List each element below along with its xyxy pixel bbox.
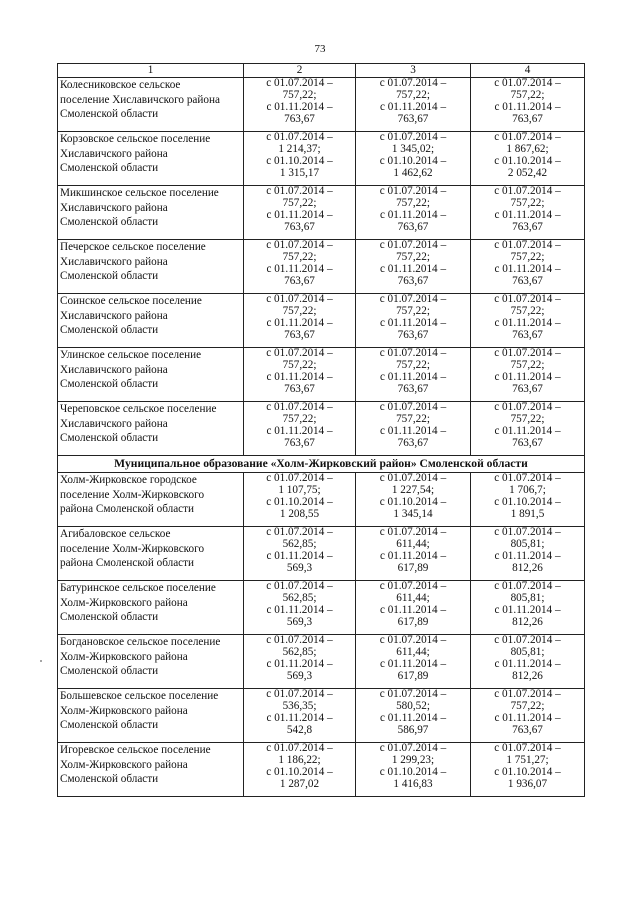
tariff-line: 763,67 (284, 112, 315, 125)
tariff-line: 611,44; (396, 591, 430, 604)
tariff-line: с 01.10.2014 – (494, 495, 561, 508)
tariff-line: с 01.07.2014 – (266, 347, 333, 359)
tariff-line: с 01.11.2014 – (266, 657, 333, 670)
tariff-line: с 01.07.2014 – (379, 401, 447, 413)
tariff-cell-col-2 (244, 635, 356, 689)
tariff-line: 763,67 (512, 112, 543, 125)
table-row (58, 348, 585, 402)
table-row (58, 527, 585, 581)
tariff-line: с 01.07.2014 – (266, 580, 333, 592)
header-row (58, 64, 585, 78)
tariff-line: 757,22; (396, 88, 430, 101)
tariff-line: с 01.11.2014 – (494, 316, 561, 329)
table-body (58, 78, 585, 797)
tariff-line: 617,89 (397, 669, 429, 682)
settlement-name-line: Батуринское сельское поселение (60, 582, 216, 594)
tariff-cell-col-4 (471, 294, 585, 348)
settlement-name-line: Микшинское сельское поселение (60, 187, 219, 199)
tariff-line: с 01.07.2014 – (266, 634, 333, 646)
tariff-line: с 01.07.2014 – (266, 526, 333, 538)
tariff-cell-col-4 (471, 78, 585, 132)
settlement-name-cell (58, 402, 244, 456)
tariff-cell-col-2 (244, 689, 356, 743)
tariff-line: с 01.07.2014 – (266, 401, 333, 413)
settlement-name-cell (58, 186, 244, 240)
tariff-line: 805,81; (510, 591, 545, 604)
tariff-line: с 01.07.2014 – (494, 185, 561, 197)
section-row (58, 456, 585, 473)
tariff-line: с 01.10.2014 – (379, 495, 447, 508)
tariff-line: 1 345,02; (391, 142, 435, 155)
settlement-name-line: Смоленской области (60, 216, 159, 229)
settlement-name-line: Улинское сельское поселение (60, 349, 202, 361)
tariff-line: 2 052,42 (507, 166, 548, 179)
tariff-line: с 01.07.2014 – (379, 347, 447, 359)
settlement-name-cell (58, 689, 244, 743)
tariff-cell-col-2 (244, 294, 356, 348)
tariff-line: 763,67 (397, 328, 429, 341)
tariff-line: с 01.11.2014 – (379, 711, 447, 724)
tariff-line: 757,22; (510, 699, 545, 712)
settlement-name-line: Холм-Жирковского района (60, 758, 188, 771)
settlement-name-line: поселение Холм-Жирковского (60, 542, 205, 555)
tariff-line: с 01.07.2014 – (379, 580, 447, 592)
tariff-cell-col-3 (356, 294, 471, 348)
tariff-line: 757,22; (396, 304, 430, 317)
settlement-name-line: Смоленской области (60, 162, 159, 175)
tariff-line: с 01.07.2014 – (494, 131, 561, 143)
tariff-cell-col-4 (471, 689, 585, 743)
settlement-name-line: Корзовское сельское поселение (60, 133, 211, 145)
tariff-line: 763,67 (284, 382, 315, 395)
settlement-name-cell (58, 635, 244, 689)
tariff-cell-col-4 (471, 527, 585, 581)
tariff-line: 757,22; (396, 250, 430, 263)
tariff-line: 1 186,22; (278, 753, 321, 766)
tariff-cell-col-3 (356, 240, 471, 294)
tariff-line: 757,22; (510, 250, 545, 263)
tariff-line: с 01.10.2014 – (266, 765, 333, 778)
table-header (58, 64, 585, 78)
settlement-name-cell (58, 527, 244, 581)
tariff-line: с 01.11.2014 – (266, 262, 333, 275)
tariff-cell-col-2 (244, 527, 356, 581)
tariff-line: с 01.11.2014 – (266, 549, 333, 562)
tariff-line: с 01.07.2014 – (494, 742, 561, 754)
tariff-line: с 01.10.2014 – (266, 495, 333, 508)
tariff-line: 757,22; (510, 304, 545, 317)
tariff-line: 1 107,75; (278, 483, 321, 496)
table-row (58, 402, 585, 456)
tariff-cell-col-3 (356, 473, 471, 527)
tariff-line: 757,22; (510, 412, 545, 425)
tariff-cell-col-4 (471, 132, 585, 186)
tariff-line: с 01.07.2014 – (494, 580, 561, 592)
tariff-line: с 01.07.2014 – (494, 526, 561, 538)
tariff-line: 763,67 (397, 382, 429, 395)
tariff-line: с 01.10.2014 – (494, 765, 561, 778)
tariff-line: с 01.11.2014 – (266, 424, 333, 437)
tariff-line: 1 315,17 (279, 166, 320, 179)
tariff-line: с 01.11.2014 – (379, 657, 447, 670)
tariff-line: 617,89 (397, 561, 429, 574)
settlement-name-line: Хиславичского района (60, 417, 168, 430)
settlement-name-line: Смоленской области (60, 324, 159, 337)
tariff-cell-col-3 (356, 348, 471, 402)
table-row (58, 581, 585, 635)
tariff-line: 1 706,7; (509, 483, 546, 496)
tariff-line: 1 416,83 (393, 777, 433, 790)
tariff-line: с 01.07.2014 – (379, 239, 447, 251)
tariff-cell-col-4 (471, 186, 585, 240)
settlement-name-cell (58, 473, 244, 527)
tariff-line: 569,3 (286, 669, 313, 682)
settlement-name-line: Агибаловское сельское (60, 528, 171, 540)
table-row (58, 78, 585, 132)
settlement-name-cell (58, 294, 244, 348)
tariff-line: 763,67 (397, 274, 429, 287)
table-row (58, 294, 585, 348)
settlement-name-cell (58, 743, 244, 797)
tariff-cell-col-4 (471, 240, 585, 294)
tariff-cell-col-4 (471, 635, 585, 689)
tariff-line: 757,22; (396, 412, 430, 425)
tariff-line: с 01.07.2014 – (379, 742, 447, 754)
tariff-line: 757,22; (510, 196, 545, 209)
tariff-line: с 01.11.2014 – (494, 370, 561, 383)
scan-speck (40, 660, 42, 662)
tariff-line: с 01.07.2014 – (266, 131, 333, 143)
tariff-line: 763,67 (284, 220, 315, 233)
tariff-line: 1 299,23; (391, 753, 435, 766)
tariff-line: 542,8 (286, 723, 313, 736)
tariff-line: 1 462,62 (393, 166, 433, 179)
settlement-name-line: Холм-Жирковского района (60, 704, 188, 717)
tariff-line: 757,22; (282, 196, 317, 209)
tariff-line: 763,67 (512, 723, 543, 736)
tariff-line: с 01.11.2014 – (266, 370, 333, 383)
tariff-cell-col-3 (356, 186, 471, 240)
tariff-cell-col-4 (471, 473, 585, 527)
tariff-line: с 01.11.2014 – (266, 100, 333, 113)
tariff-line: с 01.10.2014 – (379, 765, 447, 778)
tariff-line: 611,44; (396, 537, 430, 550)
tariff-line: с 01.07.2014 – (266, 185, 333, 197)
tariff-line: 805,81; (510, 645, 545, 658)
tariff-cell-col-3 (356, 689, 471, 743)
settlement-name-line: района Смоленской области (60, 557, 195, 570)
tariff-line: 611,44; (396, 645, 430, 658)
settlement-name-line: Богдановское сельское поселение (60, 636, 221, 648)
tariff-line: 757,22; (510, 88, 545, 101)
settlement-name-line: Смоленской области (60, 432, 159, 445)
tariff-cell-col-4 (471, 402, 585, 456)
tariff-line: с 01.07.2014 – (266, 472, 333, 484)
tariff-line: 763,67 (284, 274, 315, 287)
tariff-line: 763,67 (397, 436, 429, 449)
tariff-cell-col-3 (356, 581, 471, 635)
tariff-line: с 01.11.2014 – (494, 100, 561, 113)
tariff-line: с 01.07.2014 – (379, 185, 447, 197)
tariff-line: с 01.07.2014 – (379, 526, 447, 538)
tariff-line: с 01.11.2014 – (379, 316, 447, 329)
tariff-line: 562,85; (282, 645, 317, 658)
tariff-line: 536,35; (282, 699, 317, 712)
tariff-line: 617,89 (397, 615, 429, 628)
tariff-line: с 01.07.2014 – (266, 239, 333, 251)
tariff-line: 757,22; (396, 358, 430, 371)
tariff-cell-col-2 (244, 186, 356, 240)
table-row (58, 186, 585, 240)
tariff-line: с 01.11.2014 – (266, 711, 333, 724)
settlement-name-line: поселение Хиславичского района (60, 93, 220, 106)
table-row (58, 132, 585, 186)
settlement-name-line: Смоленской области (60, 611, 159, 624)
table-row (58, 743, 585, 797)
tariff-cell-col-2 (244, 743, 356, 797)
tariff-line: 763,67 (284, 328, 315, 341)
settlement-name-line: Холм-Жирковского района (60, 650, 188, 663)
column-header-3: 3 (356, 64, 471, 78)
settlement-name-cell (58, 132, 244, 186)
tariff-line: с 01.07.2014 – (379, 77, 447, 89)
tariff-line: 1 891,5 (510, 507, 545, 520)
tariff-line: с 01.07.2014 – (494, 401, 561, 413)
tariff-line: с 01.07.2014 – (379, 688, 447, 700)
tariff-line: 1 345,14 (393, 507, 433, 520)
tariff-line: с 01.07.2014 – (266, 742, 333, 754)
tariff-cell-col-4 (471, 581, 585, 635)
tariff-line: 763,67 (512, 328, 543, 341)
tariff-cell-col-3 (356, 743, 471, 797)
tariff-line: 763,67 (397, 112, 429, 125)
tariff-line: с 01.11.2014 – (379, 549, 447, 562)
settlement-name-line: поселение Холм-Жирковского (60, 488, 205, 501)
tariff-line: 763,67 (512, 220, 543, 233)
settlement-name-line: Печерское сельское поселение (60, 241, 206, 253)
tariff-line: с 01.10.2014 – (494, 154, 561, 167)
tariff-cell-col-3 (356, 527, 471, 581)
tariff-line: с 01.11.2014 – (379, 100, 447, 113)
page-number: 73 (314, 43, 326, 55)
tariff-line: 757,22; (282, 88, 317, 101)
tariff-line: с 01.11.2014 – (266, 603, 333, 616)
tariff-line: 1 208,55 (279, 507, 320, 520)
tariff-cell-col-2 (244, 473, 356, 527)
tariff-line: 1 751,27; (506, 753, 549, 766)
tariff-line: с 01.11.2014 – (379, 208, 447, 221)
tariff-line: 757,22; (282, 412, 317, 425)
tariff-cell-col-2 (244, 581, 356, 635)
tariff-cell-col-4 (471, 743, 585, 797)
tariff-line: 812,26 (512, 615, 543, 628)
tariff-line: с 01.11.2014 – (494, 711, 561, 724)
tariff-cell-col-2 (244, 402, 356, 456)
tariff-line: с 01.11.2014 – (379, 603, 447, 616)
tariff-cell-col-3 (356, 78, 471, 132)
tariff-line: 763,67 (512, 436, 543, 449)
settlement-name-line: Хиславичского района (60, 255, 168, 268)
tariff-cell-col-2 (244, 132, 356, 186)
settlement-name-line: Череповское сельское поселение (60, 403, 217, 415)
settlement-name-cell (58, 581, 244, 635)
tariff-table (57, 63, 585, 797)
tariff-line: с 01.07.2014 – (494, 239, 561, 251)
tariff-line: с 01.07.2014 – (379, 293, 447, 305)
tariff-line: 757,22; (282, 250, 317, 263)
tariff-line: с 01.10.2014 – (266, 154, 333, 167)
tariff-line: 763,67 (284, 436, 315, 449)
tariff-cell-col-2 (244, 348, 356, 402)
tariff-line: с 01.07.2014 – (266, 293, 333, 305)
settlement-name-line: Соинское сельское поселение (60, 295, 202, 307)
settlement-name-cell (58, 78, 244, 132)
settlement-name-line: Большевское сельское поселение (60, 690, 219, 702)
tariff-cell-col-2 (244, 78, 356, 132)
settlement-name-line: Холм-Жирковское городское (60, 474, 197, 486)
settlement-name-line: района Смоленской области (60, 503, 195, 516)
tariff-line: 812,26 (512, 669, 543, 682)
tariff-line: с 01.07.2014 – (494, 77, 561, 89)
settlement-name-line: Смоленской области (60, 665, 159, 678)
tariff-line: 757,22; (510, 358, 545, 371)
tariff-line: с 01.10.2014 – (379, 154, 447, 167)
tariff-cell-col-2 (244, 240, 356, 294)
settlement-name-line: Хиславичского района (60, 309, 168, 322)
settlement-name-line: Игоревское сельское поселение (60, 744, 211, 756)
tariff-line: с 01.11.2014 – (379, 424, 447, 437)
tariff-line: 757,22; (282, 358, 317, 371)
tariff-line: с 01.07.2014 – (266, 688, 333, 700)
tariff-line: с 01.07.2014 – (494, 688, 561, 700)
tariff-line: 1 214,37; (278, 142, 321, 155)
tariff-line: с 01.11.2014 – (266, 208, 333, 221)
section-title: Муниципальное образование «Холм-Жирковский район» Смоленской области (58, 456, 585, 473)
tariff-line: с 01.07.2014 – (494, 293, 561, 305)
tariff-line: с 01.07.2014 – (494, 472, 561, 484)
tariff-line: 586,97 (397, 723, 429, 736)
settlement-name-cell (58, 240, 244, 294)
settlement-name-line: Смоленской области (60, 270, 159, 283)
tariff-line: с 01.11.2014 – (379, 262, 447, 275)
tariff-cell-col-4 (471, 348, 585, 402)
settlement-name-line: Смоленской области (60, 773, 159, 786)
table-row (58, 240, 585, 294)
tariff-line: 569,3 (286, 615, 313, 628)
tariff-cell-col-3 (356, 635, 471, 689)
tariff-line: 1 936,07 (507, 777, 548, 790)
settlement-name-line: Хиславичского района (60, 147, 168, 160)
tariff-line: 763,67 (397, 220, 429, 233)
tariff-line: 562,85; (282, 591, 317, 604)
settlement-name-line: Хиславичского района (60, 201, 168, 214)
tariff-line: с 01.11.2014 – (494, 262, 561, 275)
table-row (58, 635, 585, 689)
tariff-line: с 01.11.2014 – (266, 316, 333, 329)
tariff-line: 1 227,54; (391, 483, 435, 496)
tariff-line: с 01.11.2014 – (379, 370, 447, 383)
table-row (58, 689, 585, 743)
tariff-line: 1 867,62; (506, 142, 549, 155)
tariff-line: 763,67 (512, 382, 543, 395)
tariff-cell-col-3 (356, 132, 471, 186)
tariff-line: с 01.11.2014 – (494, 657, 561, 670)
column-header-4: 4 (471, 64, 585, 78)
tariff-line: 757,22; (282, 304, 317, 317)
tariff-line: с 01.07.2014 – (379, 634, 447, 646)
tariff-line: 569,3 (286, 561, 313, 574)
tariff-line: с 01.07.2014 – (494, 347, 561, 359)
settlement-name-cell (58, 348, 244, 402)
tariff-line: с 01.11.2014 – (494, 208, 561, 221)
tariff-line: 812,26 (512, 561, 543, 574)
tariff-line: с 01.07.2014 – (379, 472, 447, 484)
tariff-line: 1 287,02 (279, 777, 320, 790)
tariff-line: с 01.07.2014 – (494, 634, 561, 646)
tariff-line: 805,81; (510, 537, 545, 550)
settlement-name-line: Хиславичского района (60, 363, 168, 376)
settlement-name-line: Смоленской области (60, 719, 159, 732)
tariff-line: 562,85; (282, 537, 317, 550)
tariff-line: 763,67 (512, 274, 543, 287)
settlement-name-line: Холм-Жирковского района (60, 596, 188, 609)
table-row (58, 473, 585, 527)
tariff-line: с 01.07.2014 – (266, 77, 333, 89)
tariff-line: 580,52; (396, 699, 430, 712)
settlement-name-line: Смоленской области (60, 378, 159, 391)
settlement-name-line: Колесниковское сельское (60, 79, 181, 91)
tariff-line: с 01.07.2014 – (379, 131, 447, 143)
tariff-line: с 01.11.2014 – (494, 424, 561, 437)
settlement-name-line: Смоленской области (60, 108, 159, 121)
tariff-line: 757,22; (396, 196, 430, 209)
column-header-2: 2 (244, 64, 356, 78)
tariff-line: с 01.11.2014 – (494, 549, 561, 562)
tariff-cell-col-3 (356, 402, 471, 456)
tariff-line: с 01.11.2014 – (494, 603, 561, 616)
column-header-1: 1 (58, 64, 244, 78)
